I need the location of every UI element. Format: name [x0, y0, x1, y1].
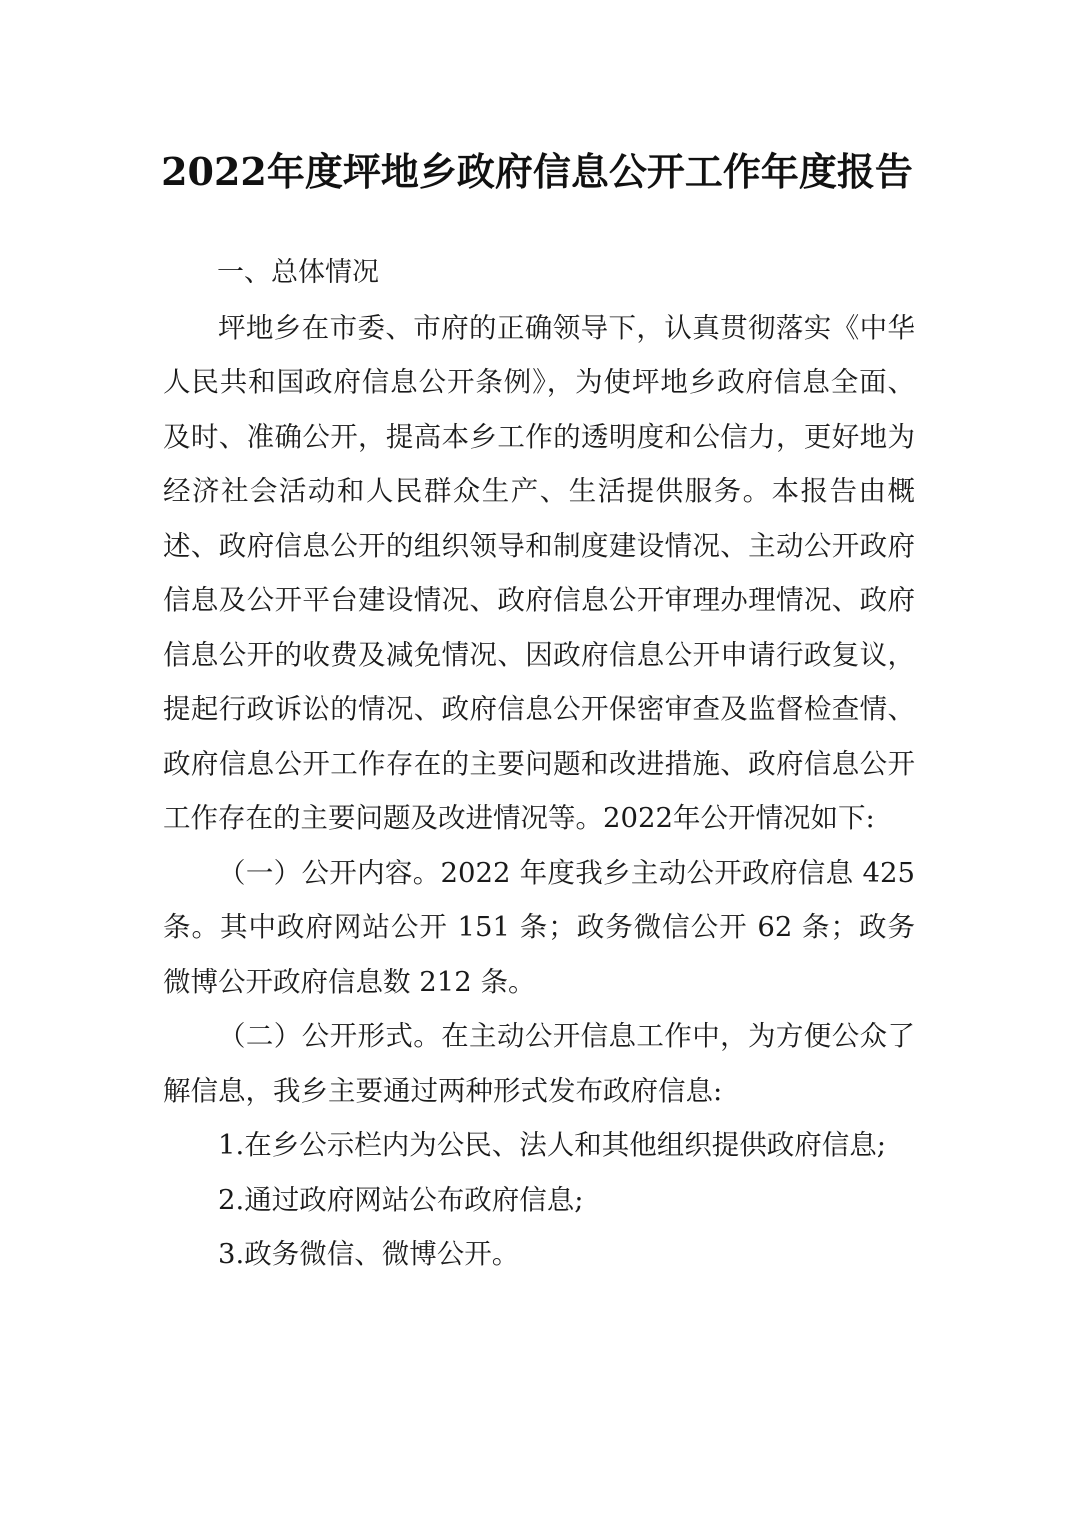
- paragraph-form: （二）公开形式。在主动公开信息工作中，为方便公众了解信息，我乡主要通过两种形式发布政府信息:: [163, 1020, 915, 1107]
- paragraph-intro: 坪地乡在市委、市府的正确领导下，认真贯彻落实《中华人民共和国政府信息公开条例》，为使坪地乡政府信息全面、及时、准确公开，提高本乡工作的透明度和公信力，更好地为经济社会活动和人民群众生产、生活提供服务。本报告由概述、政府信息公开的组织领导和制度建设情况、主动公开政府信息及公开平台建设情况、政府信息公开审理办理情况、政府信息公开的收费及减免情况、因政府信息公开申请行政复议，提起行政诉讼的情况、政府信息公开保密审查及监督检查情、政府信息公开工作存在的主要问题和改进措施、政府信息公开工作存在的主要问题及改进情况等。2022年公开情况如下:: [163, 311, 915, 834]
- section-heading: 一、总体情况: [217, 257, 379, 288]
- document-body: [163, 246, 915, 1282]
- list-item: 3.政务微信、微博公开。: [218, 1238, 520, 1270]
- list-item: 1.在乡公示栏内为公民、法人和其他组织提供政府信息;: [218, 1129, 887, 1161]
- list-item: 2.通过政府网站公布政府信息;: [218, 1183, 584, 1216]
- document-title: 2022年度坪地乡政府信息公开工作年度报告: [161, 149, 913, 194]
- paragraph-content: （一）公开内容。2022 年度我乡主动公开政府信息 425 条。其中政府网站公开 151 条；政务微信公开 62 条；政务微博公开政府信息数 212 条。: [163, 856, 915, 998]
